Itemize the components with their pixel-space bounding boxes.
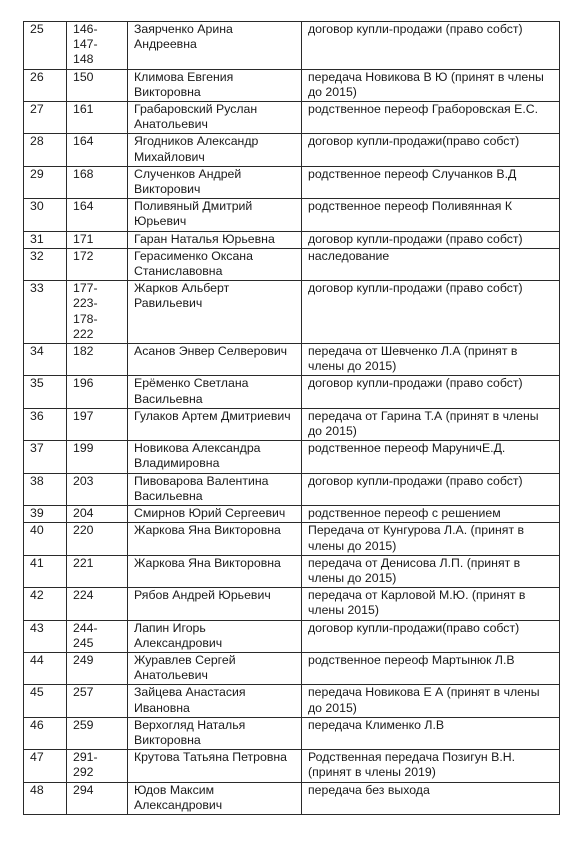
basis-cell: передача от Шевченко Л.А (принят в члены до 2015) <box>302 344 560 376</box>
row-number-cell: 45 <box>24 685 67 717</box>
basis-cell: родственное переоф Поливянная К <box>302 199 560 231</box>
table-row <box>24 102 560 134</box>
basis-cell: договор купли-продажи(право собст) <box>302 620 560 652</box>
table-row <box>24 588 560 620</box>
plot-number-cell: 257 <box>67 685 128 717</box>
basis-cell: передача от Гарина Т.А (принят в члены до 2015) <box>302 408 560 440</box>
plot-number-cell: 161 <box>67 102 128 134</box>
plot-number-cell: 172 <box>67 248 128 280</box>
member-name-cell: Рябов Андрей Юрьевич <box>128 588 302 620</box>
table-row <box>24 620 560 652</box>
row-number-cell: 27 <box>24 102 67 134</box>
plot-number-cell: 168 <box>67 166 128 198</box>
member-name-cell: Гулаков Артем Дмитриевич <box>128 408 302 440</box>
plot-number-cell: 171 <box>67 231 128 248</box>
basis-cell: передача от Карловой М.Ю. (принят в члены 2015) <box>302 588 560 620</box>
plot-number-cell: 177- 223- 178- 222 <box>67 281 128 344</box>
plot-number-cell: 203 <box>67 473 128 505</box>
basis-cell: договор купли-продажи (право собст) <box>302 473 560 505</box>
basis-cell: родственное переоф Граборовская Е.С. <box>302 102 560 134</box>
plot-number-cell: 244- 245 <box>67 620 128 652</box>
plot-number-cell: 220 <box>67 523 128 555</box>
member-name-cell: Климова Евгения Викторовна <box>128 69 302 101</box>
table-row <box>24 231 560 248</box>
table-row <box>24 281 560 344</box>
members-table <box>23 21 560 815</box>
row-number-cell: 40 <box>24 523 67 555</box>
table-row <box>24 506 560 523</box>
plot-number-cell: 182 <box>67 344 128 376</box>
basis-cell: договор купли-продажи (право собст) <box>302 22 560 70</box>
row-number-cell: 33 <box>24 281 67 344</box>
plot-number-cell: 224 <box>67 588 128 620</box>
row-number-cell: 41 <box>24 555 67 587</box>
row-number-cell: 48 <box>24 782 67 814</box>
row-number-cell: 46 <box>24 717 67 749</box>
member-name-cell: Жарков Альберт Равильевич <box>128 281 302 344</box>
plot-number-cell: 294 <box>67 782 128 814</box>
member-name-cell: Жаркова Яна Викторовна <box>128 523 302 555</box>
member-name-cell: Верхогляд Наталья Викторовна <box>128 717 302 749</box>
row-number-cell: 25 <box>24 22 67 70</box>
member-name-cell: Журавлев Сергей Анатольевич <box>128 652 302 684</box>
table-row <box>24 134 560 166</box>
plot-number-cell: 197 <box>67 408 128 440</box>
member-name-cell: Ягодников Александр Михайлович <box>128 134 302 166</box>
member-name-cell: Смирнов Юрий Сергеевич <box>128 506 302 523</box>
row-number-cell: 30 <box>24 199 67 231</box>
table-row <box>24 199 560 231</box>
member-name-cell: Гаран Наталья Юрьевна <box>128 231 302 248</box>
basis-cell: передача от Денисова Л.П. (принят в члены до 2015) <box>302 555 560 587</box>
table-row <box>24 344 560 376</box>
plot-number-cell: 150 <box>67 69 128 101</box>
member-name-cell: Лапин Игорь Александрович <box>128 620 302 652</box>
member-name-cell: Зайцева Анастасия Ивановна <box>128 685 302 717</box>
basis-cell: договор купли-продажи (право собст) <box>302 376 560 408</box>
row-number-cell: 35 <box>24 376 67 408</box>
basis-cell: договор купли-продажи (право собст) <box>302 231 560 248</box>
row-number-cell: 38 <box>24 473 67 505</box>
row-number-cell: 34 <box>24 344 67 376</box>
basis-cell: договор купли-продажи(право собст) <box>302 134 560 166</box>
table-row <box>24 22 560 70</box>
table-row <box>24 473 560 505</box>
member-name-cell: Асанов Энвер Селверович <box>128 344 302 376</box>
row-number-cell: 28 <box>24 134 67 166</box>
member-name-cell: Ерёменко Светлана Васильевна <box>128 376 302 408</box>
table-row <box>24 376 560 408</box>
table-row <box>24 782 560 814</box>
table-row <box>24 248 560 280</box>
basis-cell: родственное переоф Случанков В.Д <box>302 166 560 198</box>
basis-cell: договор купли-продажи (право собст) <box>302 281 560 344</box>
table-row <box>24 408 560 440</box>
table-row <box>24 166 560 198</box>
member-name-cell: Пивоварова Валентина Васильевна <box>128 473 302 505</box>
row-number-cell: 47 <box>24 750 67 782</box>
member-name-cell: Жаркова Яна Викторовна <box>128 555 302 587</box>
row-number-cell: 36 <box>24 408 67 440</box>
basis-cell: передача Клименко Л.В <box>302 717 560 749</box>
table-row <box>24 750 560 782</box>
row-number-cell: 44 <box>24 652 67 684</box>
members-table-body <box>24 22 560 815</box>
basis-cell: Передача от Кунгурова Л.А. (принят в члены до 2015) <box>302 523 560 555</box>
table-row <box>24 69 560 101</box>
member-name-cell: Герасименко Оксана Станиславовна <box>128 248 302 280</box>
plot-number-cell: 259 <box>67 717 128 749</box>
plot-number-cell: 249 <box>67 652 128 684</box>
table-row <box>24 652 560 684</box>
basis-cell: наследование <box>302 248 560 280</box>
table-row <box>24 685 560 717</box>
member-name-cell: Крутова Татьяна Петровна <box>128 750 302 782</box>
table-row <box>24 717 560 749</box>
member-name-cell: Грабаровский Руслан Анатольевич <box>128 102 302 134</box>
plot-number-cell: 164 <box>67 134 128 166</box>
plot-number-cell: 204 <box>67 506 128 523</box>
plot-number-cell: 196 <box>67 376 128 408</box>
document-page <box>23 21 559 815</box>
plot-number-cell: 221 <box>67 555 128 587</box>
basis-cell: родственное переоф МаруничЕ.Д. <box>302 441 560 473</box>
member-name-cell: Заярченко Арина Андреевна <box>128 22 302 70</box>
row-number-cell: 42 <box>24 588 67 620</box>
basis-cell: Родственная передача Позигун В.Н. (принят в члены 2019) <box>302 750 560 782</box>
member-name-cell: Слученков Андрей Викторович <box>128 166 302 198</box>
basis-cell: передача Новикова В Ю (принят в члены до 2015) <box>302 69 560 101</box>
row-number-cell: 37 <box>24 441 67 473</box>
row-number-cell: 39 <box>24 506 67 523</box>
row-number-cell: 31 <box>24 231 67 248</box>
table-row <box>24 441 560 473</box>
plot-number-cell: 164 <box>67 199 128 231</box>
plot-number-cell: 146- 147- 148 <box>67 22 128 70</box>
basis-cell: передача Новикова Е А (принят в члены до 2015) <box>302 685 560 717</box>
row-number-cell: 32 <box>24 248 67 280</box>
table-row <box>24 555 560 587</box>
table-row <box>24 523 560 555</box>
plot-number-cell: 291- 292 <box>67 750 128 782</box>
basis-cell: родственное переоф с решением <box>302 506 560 523</box>
row-number-cell: 26 <box>24 69 67 101</box>
member-name-cell: Юдов Максим Александрович <box>128 782 302 814</box>
basis-cell: родственное переоф Мартынюк Л.В <box>302 652 560 684</box>
member-name-cell: Поливяный Дмитрий Юрьевич <box>128 199 302 231</box>
row-number-cell: 43 <box>24 620 67 652</box>
member-name-cell: Новикова Александра Владимировна <box>128 441 302 473</box>
row-number-cell: 29 <box>24 166 67 198</box>
basis-cell: передача без выхода <box>302 782 560 814</box>
plot-number-cell: 199 <box>67 441 128 473</box>
